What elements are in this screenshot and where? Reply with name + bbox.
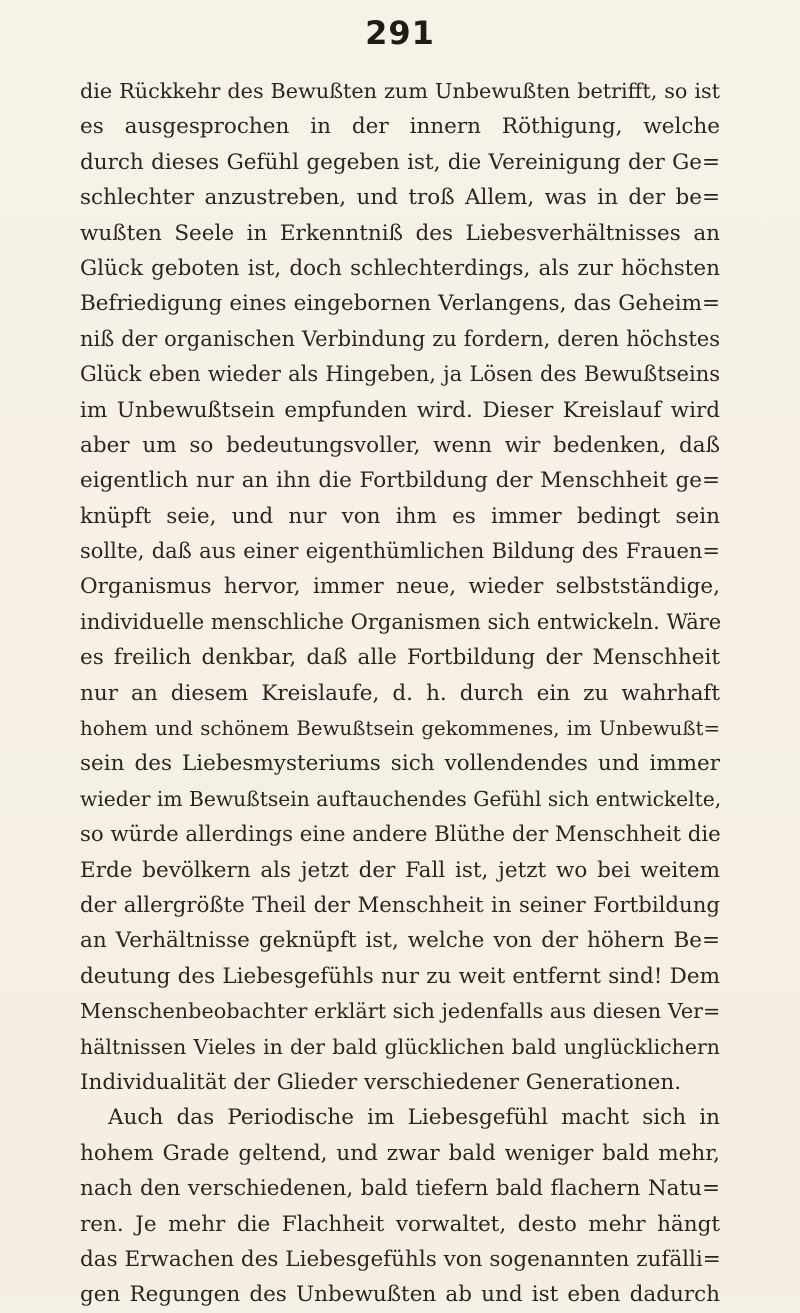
page-number: 291 — [365, 14, 435, 52]
text-line: an Verhältnisse geknüpft ist, welche von der höhern Be= — [80, 928, 720, 954]
text-line: wieder im Bewußtsein auftauchendes Gefühl sich entwickelte, — [80, 786, 722, 811]
body-text — [80, 74, 720, 1313]
text-line: so würde allerdings eine andere Blüthe der Menschheit die — [80, 822, 721, 848]
text-line: deutung des Liebesgefühls nur zu weit entfernt sind! Dem — [80, 963, 720, 989]
text-line: individuelle menschliche Organismen sich entwickeln. Wäre — [80, 609, 722, 634]
text-line: wußten Seele in Erkenntniß des Liebesverhältnisses an — [80, 220, 720, 246]
text-line: knüpft seie, und nur von ihm es immer bedingt sein — [80, 503, 720, 529]
text-line: Befriedigung eines eingebornen Verlangens, das Geheim= — [80, 291, 720, 317]
text-line: im Unbewußtsein empfunden wird. Dieser Kreislauf wird — [80, 397, 720, 423]
text-line: hohem und schönem Bewußtsein gekommenes, im Unbewußt= — [80, 717, 720, 741]
text-line: Individualität der Glieder verschiedener Generationen. — [80, 1069, 682, 1095]
text-line: Auch das Periodische im Liebesgefühl macht sich in — [108, 1105, 720, 1131]
text-line: das Erwachen des Liebesgefühls von sogenannten zufälli= — [80, 1246, 721, 1272]
text-line: hohem Grade geltend, und zwar bald weniger bald mehr, — [80, 1140, 720, 1166]
text-line: gen Regungen des Unbewußten ab und ist eben dadurch — [80, 1282, 720, 1308]
text-line: niß der organischen Verbindung zu fordern, deren höchstes — [80, 326, 720, 351]
text-line: sein des Liebesmysteriums sich vollendendes und immer — [80, 751, 720, 777]
text-line: nur an diesem Kreislaufe, d. h. durch ein zu wahrhaft — [80, 680, 720, 706]
text-line: die Rückkehr des Bewußten zum Unbewußten betrifft, so ist — [80, 79, 720, 103]
text-line: es ausgesprochen in der innern Röthigung, welche — [80, 114, 720, 140]
text-line: Erde bevölkern als jetzt der Fall ist, jetzt wo bei weitem — [80, 857, 720, 883]
text-line: durch dieses Gefühl gegeben ist, die Vereinigung der Ge= — [80, 149, 720, 175]
text-line: Glück eben wieder als Hingeben, ja Lösen des Bewußtseins — [80, 362, 720, 387]
text-line: Glück geboten ist, doch schlechterdings, als zur höchsten — [80, 255, 720, 281]
text-line: es freilich denkbar, daß alle Fortbildung der Menschheit — [80, 645, 720, 671]
text-line: eigentlich nur an ihn die Fortbildung der Menschheit ge= — [80, 468, 720, 494]
text-line: der allergrößte Theil der Menschheit in seiner Fortbildung — [80, 892, 720, 918]
text-line: Menschenbeobachter erklärt sich jedenfalls aus diesen Ver= — [80, 999, 721, 1024]
text-line: hältnissen Vieles in der bald glücklichen bald unglücklichern — [80, 1034, 720, 1059]
text-line: nach den verschiedenen, bald tiefern bald flachern Natu= — [80, 1176, 720, 1202]
text-line: sollte, daß aus einer eigenthümlichen Bildung des Frauen= — [80, 539, 720, 564]
text-line: schlechter anzustreben, und troß Allem, was in der be= — [80, 185, 720, 211]
text-line: aber um so bedeutungsvoller, wenn wir bedenken, daß — [80, 432, 720, 458]
text-line: Organismus hervor, immer neue, wieder selbstständige, — [80, 574, 720, 600]
text-line: ren. Je mehr die Flachheit vorwaltet, desto mehr hängt — [80, 1211, 720, 1237]
